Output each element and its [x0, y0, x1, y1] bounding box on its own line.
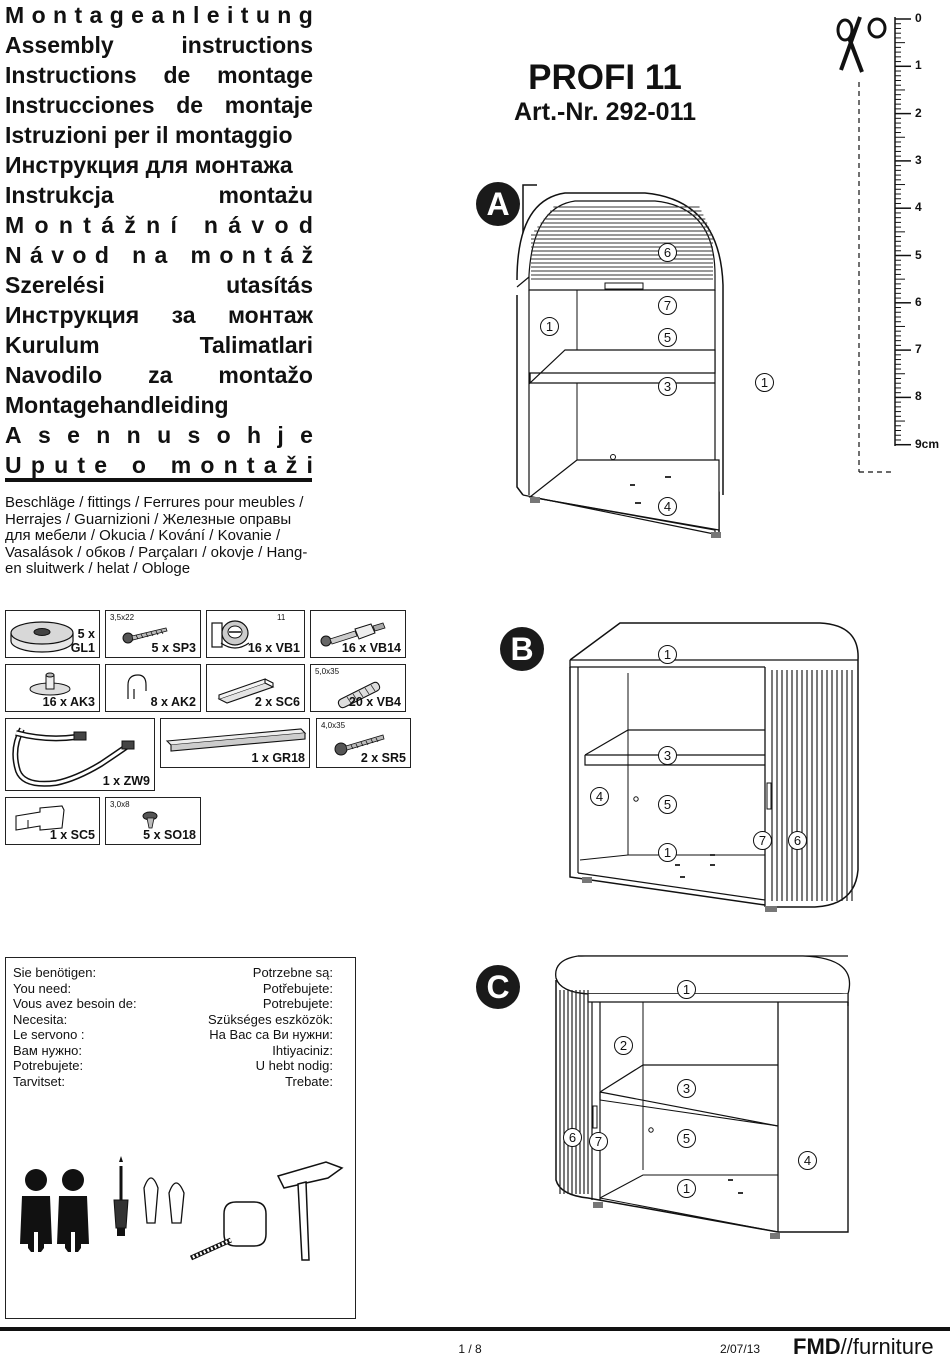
title-line: Assembly instructions [5, 32, 313, 58]
callout: 7 [589, 1132, 608, 1151]
part-label: 1 x ZW9 [102, 774, 150, 788]
part-ak2 [105, 664, 201, 712]
scissors-icon [838, 17, 885, 72]
tools-illustration [6, 1148, 356, 1318]
part-so18 [105, 797, 201, 845]
cut-ruler [835, 12, 945, 474]
part-sc5 [5, 797, 100, 845]
part-sp3 [105, 610, 201, 658]
part-label: 1 x SC5 [49, 828, 95, 842]
callout: 1 [677, 1179, 696, 1198]
callout: 4 [658, 497, 677, 516]
part-gl1 [5, 610, 100, 658]
part-label: 5 x SP3 [151, 641, 196, 655]
tools-label: Sie benötigen: [13, 965, 97, 980]
part-sc6 [206, 664, 305, 712]
tools-needed-box [5, 957, 356, 1319]
tools-label: You need: [13, 980, 72, 996]
screwdriver-bits-icon [144, 1178, 184, 1223]
part-dimension: 5,0x35 [315, 667, 340, 676]
tools-label: Ihtiyaciniz: [272, 1042, 333, 1058]
title-line: Navodilo za montažo [5, 362, 313, 388]
title-divider [5, 478, 312, 482]
hammer-icon [278, 1162, 342, 1260]
ruler-label: 7 [915, 342, 922, 357]
tools-label: Necesita: [13, 1011, 68, 1027]
view-c-drawing [548, 950, 888, 1250]
title-line: Instrucciones de montaje [5, 92, 313, 118]
revision-date: 2/07/13 [720, 1342, 761, 1356]
ruler-label: 5 [915, 247, 922, 262]
part-label: 16 x VB14 [341, 641, 401, 655]
title-line: Montagehandleiding [5, 392, 229, 418]
ruler-ticks [895, 19, 911, 445]
tools-label: Potrebujete: [13, 1058, 84, 1073]
callout: 5 [677, 1129, 696, 1148]
ruler-label: 9cm [915, 436, 940, 451]
part-dimension: 3,0x8 [110, 800, 130, 809]
two-persons-icon [20, 1169, 89, 1252]
tools-label: Potrzebne są: [252, 965, 333, 980]
title-line: Istruzioni per il montaggio [5, 122, 293, 148]
callout: 1 [755, 373, 774, 392]
part-sr5 [316, 718, 411, 768]
title-line: A s e n n u s o h j e [5, 422, 313, 448]
tools-label: Tarvitset: [13, 1073, 66, 1089]
part-label: 1 x GR18 [251, 751, 305, 765]
callout: 4 [798, 1151, 817, 1170]
tools-label: Potrebujete: [262, 996, 333, 1011]
part-dimension: 11 [277, 613, 286, 622]
part-dimension: 3,5x22 [110, 613, 135, 622]
callout: 6 [788, 831, 807, 850]
part-gr18 [160, 718, 310, 768]
title-line: Kurulum Talimatlari [5, 332, 313, 358]
brand-rest: //furniture [840, 1334, 934, 1359]
title-line: Szerelési utasítás [5, 272, 313, 298]
part-dimension: 4,0x35 [321, 721, 346, 730]
callout: 2 [614, 1036, 633, 1055]
tools-label: Le servono : [13, 1027, 85, 1042]
brand-logo [793, 1333, 934, 1361]
view-c-badge: C [476, 965, 520, 1009]
part-label: 2 x SR5 [360, 751, 406, 765]
ruler-label: 4 [915, 200, 922, 215]
tools-label: Вам нужно: [13, 1042, 82, 1058]
tools-label: U hebt nodig: [255, 1058, 333, 1073]
callout: 7 [658, 296, 677, 315]
part-vb1 [206, 610, 305, 658]
callout: 3 [658, 377, 677, 396]
view-b-drawing [560, 615, 880, 915]
tools-label: Szükséges eszközök: [207, 1011, 333, 1027]
title-line: N á v o d n a m o n t á ž [5, 242, 313, 268]
ruler-label: 2 [915, 105, 922, 120]
callout: 1 [658, 645, 677, 664]
ruler-label: 1 [915, 58, 922, 73]
tools-label: Vous avez besoin de: [13, 996, 137, 1011]
callout: 1 [540, 317, 559, 336]
callout: 6 [563, 1128, 582, 1147]
part-ak3 [5, 664, 100, 712]
callout: 1 [677, 980, 696, 999]
callout: 7 [753, 831, 772, 850]
ruler-label: 8 [915, 389, 922, 404]
article-number: Art.-Nr. 292-011 [513, 98, 697, 126]
part-label: 5 x SO18 [143, 828, 196, 842]
part-vb14 [310, 610, 406, 658]
title-line: U p u t e o m o n t a ž i [5, 452, 313, 478]
ruler-label: 3 [915, 152, 922, 167]
part-label: 20 x VB4 [348, 695, 401, 709]
tools-label: На Вас са Ви нужни: [209, 1027, 333, 1042]
part-label: 8 x AK2 [150, 695, 196, 709]
view-b-badge: B [500, 627, 544, 671]
view-a-badge: A [476, 182, 520, 226]
tools-labels-left [13, 965, 137, 1089]
brand-bold: FMD [793, 1334, 841, 1359]
title-line: M o n t á ž n í n á v o d [5, 212, 313, 238]
callout: 5 [658, 328, 677, 347]
screwdriver-icon [114, 1156, 128, 1236]
page-number: 1 / 8 [458, 1342, 482, 1356]
title-line: Instructions de montage [5, 62, 313, 88]
tools-label: Potřebujete: [262, 980, 333, 996]
title-line: Инструкция за монтаж [5, 302, 313, 328]
model-name: PROFI 11 [528, 58, 682, 97]
callout: 3 [658, 746, 677, 765]
title-line: Instrukcja montażu [5, 182, 313, 208]
callout: 4 [590, 787, 609, 806]
tools-labels-right [208, 965, 333, 1089]
part-label: 16 x AK3 [42, 695, 95, 709]
title-line: Инструкция для монтажа [5, 152, 293, 178]
fittings-heading: Beschläge / fittings / Ferrures pour meubles / Herrajes / Guarnizioni / Железные оправы для мебели / Okucia / Kování / Kovanie / Vasalások / обков / Parçaları / okovje / Hang- en sluitwerk / helat / Obloge [5, 494, 308, 577]
part-vb4 [310, 664, 406, 712]
view-a-drawing [505, 175, 805, 550]
title-line: M o n t a g e a n l e i t u n g [5, 2, 313, 28]
part-label: 5 x GL1 [70, 627, 95, 655]
callout: 3 [677, 1079, 696, 1098]
footer-rule [0, 1327, 950, 1331]
part-label: 16 x VB1 [247, 641, 300, 655]
tape-measure-icon [191, 1202, 266, 1258]
callout: 6 [658, 243, 677, 262]
ruler-label: 6 [915, 294, 922, 309]
part-label: 2 x SC6 [254, 695, 300, 709]
callout: 5 [658, 795, 677, 814]
title-block [5, 0, 313, 480]
ruler-label: 0 [915, 11, 922, 25]
tools-label: Trebate: [285, 1073, 333, 1089]
callout: 1 [658, 843, 677, 862]
part-zw9 [5, 718, 155, 791]
